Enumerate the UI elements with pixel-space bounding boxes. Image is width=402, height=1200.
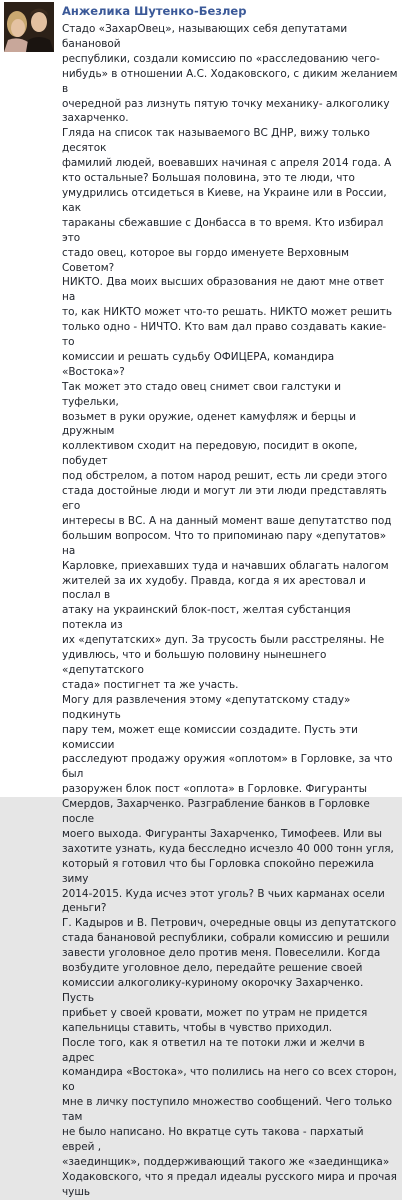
post-paragraph: Могу для развлечения этому «депутатскому стаду» подкинуть пару тем, может еще комиссии создадите. Пусть эти комиссии расследуют продажу оружия «оплотом» в Горловке, за что был разоружен блок пост «оплота» в Горловке. Фигуранты Смердов, Захарченко. Разграбление банков в Горловке после моего выхода. Фигуранты Захарченко, Тимофеев. Или вы захотите узнать, куда бесследно исчезло 40 000 тонн угля, который я готовил что бы Горловка спокойно пережила зиму 2014-2015. Куда исчез этот уголь? В чьих карманах осели деньги? xyxy=(62,693,394,915)
post-text xyxy=(62,22,398,1200)
post-paragraph: Гляда на список так называемого ВС ДНР, вижу только десяток фамилий людей, воевавших начиная с апреля 2014 года. А кто остальные? Большая половина, это те люди, что умудрились отсидеться в Киеве, на Украине или в России, как тараканы сбежавшие с Донбасса в то время. Кто избирал это стадо овец, которое вы гордо именуете Верховным Советом? НИКТО. Два моих высших образования не дают мне ответ на то, как НИКТО может что-то решать. НИКТО может решить только одно - НИЧТО. Кто вам дал право создавать какие-то комиссии и решать судьбу ОФИЦЕРА, командира «Востока»? Так может это стадо овец снимет свои галстуки и туфельки, возьмет в руки оружие, оденет камуфляж и берцы и дружным коллективом сходит на передовую, посидит в окопе, побудет под обстрелом, а потом народ решит, есть ли среди этого стада достойные люди и могут ли эти люди представлять его интересы в ВС. А на данный момент ваше депутатство под большим вопросом. Что то припоминаю пару «депутатов» на Карловке, приехавших туда и начавших облагать налогом жителей за их худобу. Правда, когда я их арестовал и послал в атаку на украинский блок-пост, желтая субстанция потекла из их «депутатских» дуп. За трусость были расстреляны. Не удивлюсь, что и большую половину нынешнего «депутатского стада» постигнет та же участь. xyxy=(62,127,392,691)
avatar-photo-icon xyxy=(4,2,54,52)
post-paragraph: Стадо «ЗахарОвец», называющих себя депутатами банановой республики, создали комиссию по «расследованию чего- нибудь» в отношении А.С. Ходаковского, с диким желанием в очередной раз лизнуть пятую точку механику- алкоголику захарченко. xyxy=(62,23,398,125)
avatar[interactable] xyxy=(4,2,54,52)
post-paragraph: Г. Кадыров и В. Петрович, очередные овцы из депутатского стада банановой республики, собрали комиссию и решили завести уголовное дело против меня. Повеселили. Когда возбудите уголовное дело, передайте решение своей комиссии алкоголику-куриному окорочку Захарченко. Пусть прибьет у своей кровати, может по утрам не придется капельницы ставить, чтобы в чувство приходил. xyxy=(62,917,397,1034)
post-paragraph: После того, как я ответил на те потоки лжи и желчи в адрес командира «Востока», что полились на него со всех сторон, ко мне в личку поступило множество сообщений. Чего только там не было написано. Но вкратце суть такова - пархатый еврей , «заединщик», поддерживающий такого же «заединщика» Ходаковского, что я предал идеалы русского мира и прочая чушь xyxy=(62,1036,397,1198)
author-name-link[interactable]: Анжелика Шутенко-Безлер xyxy=(62,4,247,18)
